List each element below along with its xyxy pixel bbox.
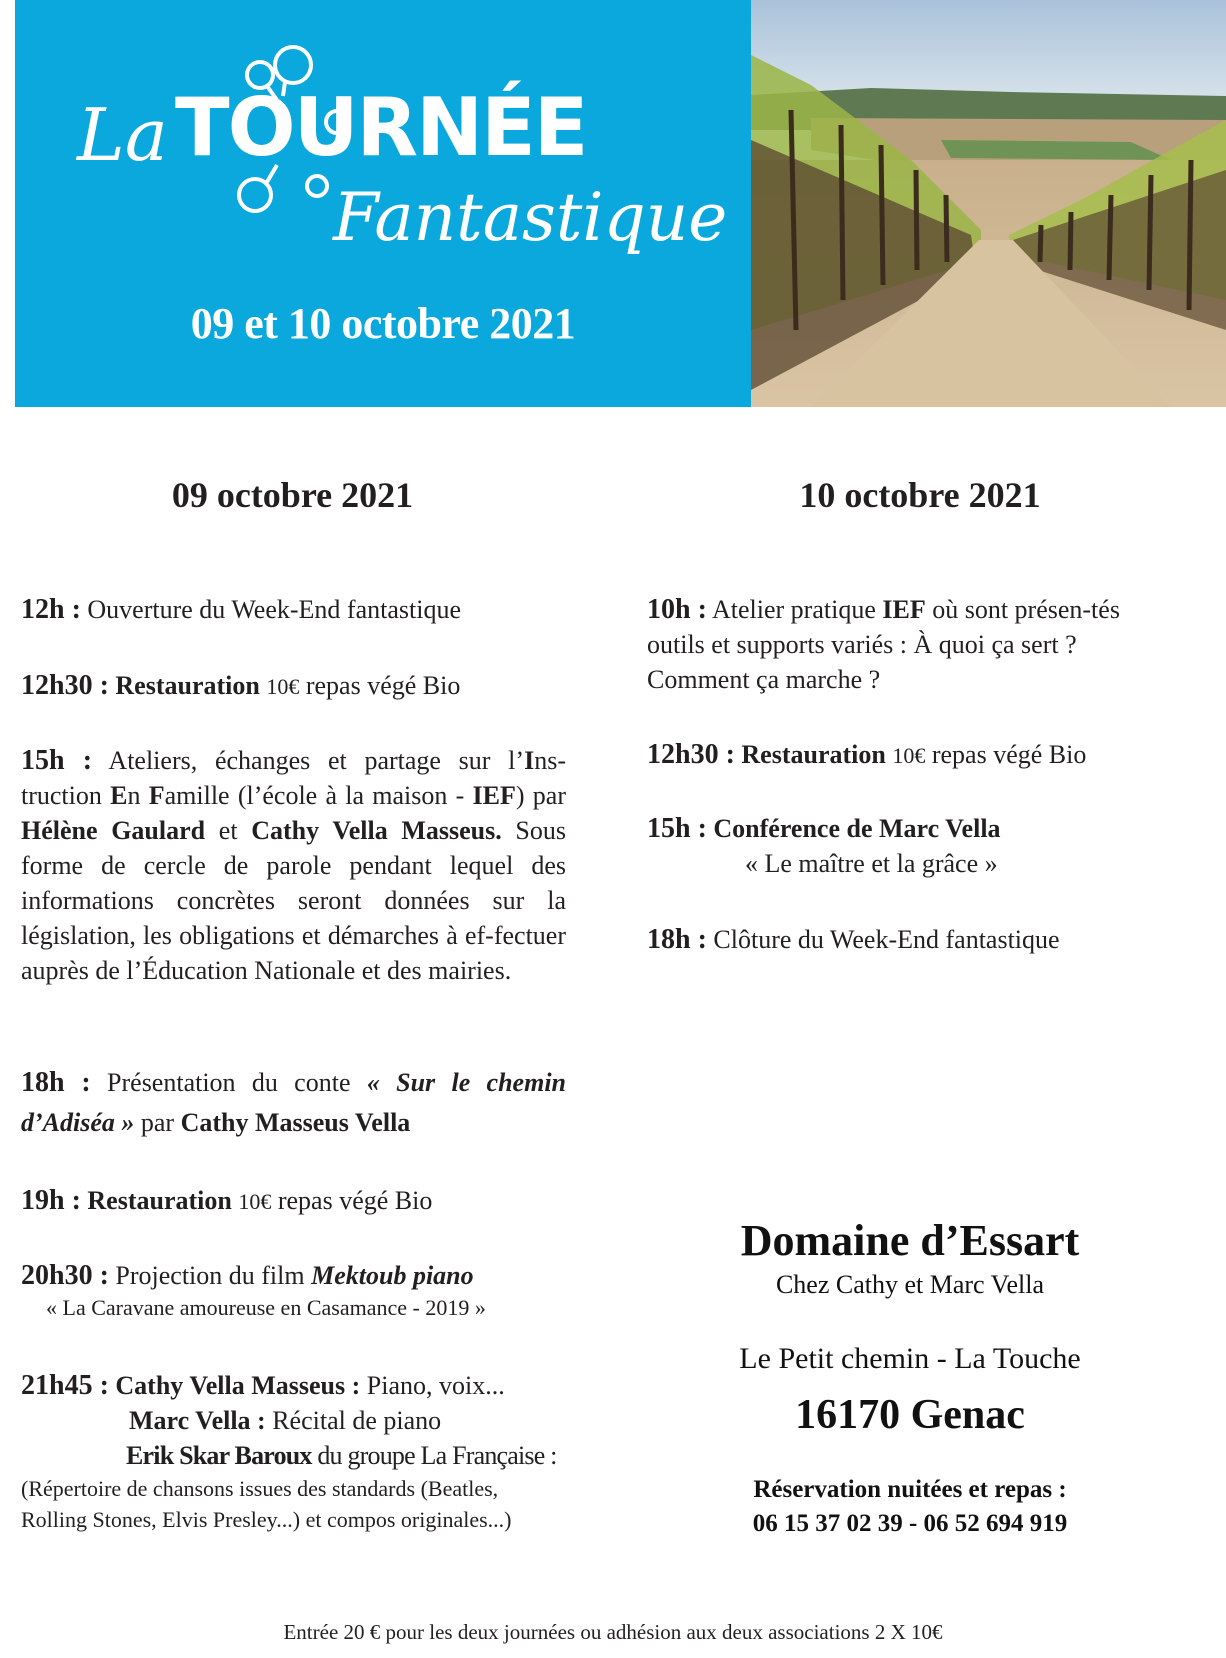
conference-subtitle: « Le maître et la grâce » — [745, 849, 998, 878]
reservation-label: Réservation nuitées et repas : — [753, 1476, 1067, 1503]
performer-line — [21, 1403, 566, 1438]
venue-city: 16170 Genac — [795, 1392, 1025, 1438]
entry-time: 18h : — [647, 924, 707, 955]
entry-bold: I — [524, 746, 535, 775]
entry-bold: IEF — [472, 781, 516, 810]
vineyard-photo — [751, 0, 1226, 407]
entry-time: 12h30 : — [647, 739, 735, 770]
entry-text: Projection du film — [115, 1261, 305, 1290]
story-title: « Sur le chemin d’Adiséa » — [21, 1068, 566, 1137]
event-dates: 09 et 10 octobre 2021 — [190, 299, 576, 348]
logo-fantastique-script: Fantastique — [333, 179, 728, 256]
schedule-entry — [21, 1258, 566, 1323]
schedule-entry — [21, 668, 566, 704]
day1-heading: 09 octobre 2021 — [171, 475, 414, 515]
entry-time: 18h : — [21, 1067, 91, 1098]
schedule-entry — [21, 743, 566, 988]
bubble-icon — [239, 179, 271, 211]
entry-text: ) par — [515, 781, 566, 810]
entry-bold: Restauration — [115, 671, 260, 700]
entry-time: 15h : — [647, 813, 707, 844]
venue-street: Le Petit chemin - La Touche — [739, 1342, 1081, 1375]
entry-text: ns-truction — [21, 746, 566, 810]
film-subtitle: « La Caravane amoureuse en Casamance - 2019 » — [46, 1295, 486, 1320]
schedule-entry — [647, 811, 1177, 881]
entry-bold: IEF — [882, 595, 926, 624]
entry-bold: Restauration — [87, 1186, 232, 1215]
performer-role: du groupe La Française : — [317, 1441, 557, 1470]
performer-line — [21, 1438, 566, 1473]
entry-bold: Cathy Vella Masseus. — [251, 816, 502, 845]
entry-text: par — [140, 1108, 175, 1137]
schedule-entry — [647, 922, 1177, 957]
entry-bold: Hélène Gaulard — [21, 816, 206, 845]
entry-text: Ouverture du Week-End fantastique — [87, 595, 461, 624]
entry-bold: Conférence de Marc Vella — [713, 814, 1001, 843]
entry-time: 20h30 : — [21, 1260, 109, 1291]
entry-text: et — [205, 816, 252, 845]
performer-name: Cathy Vella Masseus : — [115, 1371, 361, 1400]
entry-time: 12h : — [21, 594, 81, 625]
schedule-entry — [21, 1368, 566, 1535]
entry-price: 10€ — [238, 1189, 272, 1214]
venue-host: Chez Cathy et Marc Vella — [775, 1270, 1045, 1299]
logo-tournee: TOURNÉE — [175, 81, 587, 174]
entry-text: Présentation du conte — [107, 1068, 351, 1097]
entry-price: 10€ — [266, 674, 300, 699]
entry-person: Cathy Masseus Vella — [180, 1108, 411, 1137]
bubble-icon — [275, 47, 311, 83]
entry-text: repas végé Bio — [931, 740, 1087, 769]
entry-text: repas végé Bio — [305, 671, 461, 700]
title-banner — [15, 0, 751, 407]
film-title: Mektoub piano — [311, 1261, 474, 1290]
entry-bold: E — [110, 781, 128, 810]
performer-role: Récital de piano — [272, 1406, 442, 1435]
schedule-entry — [647, 737, 1177, 773]
entry-text: Ateliers, échanges et partage sur l’ — [108, 746, 525, 775]
entry-price-footer: Entrée 20 € pour les deux journées ou adhésion aux deux associations 2 X 10€ — [283, 1620, 943, 1644]
bubble-icon — [307, 176, 327, 196]
logo-la-script: La — [77, 93, 168, 177]
schedule-entry — [21, 1063, 566, 1143]
performer-role: Piano, voix... — [366, 1371, 505, 1400]
entry-time: 19h : — [21, 1185, 81, 1216]
entry-time: 15h : — [21, 745, 93, 776]
entry-text: Clôture du Week-End fantastique — [713, 925, 1060, 954]
entry-text: amille (l’école à la maison - — [164, 781, 473, 810]
schedule-entry — [21, 592, 566, 627]
schedule-entry — [647, 592, 1177, 697]
entry-time: 21h45 : — [21, 1370, 109, 1401]
day2-heading: 10 octobre 2021 — [799, 475, 1041, 515]
entry-bold: Restauration — [741, 740, 886, 769]
entry-bold: F — [148, 781, 165, 810]
entry-text: Atelier pratique — [711, 595, 876, 624]
entry-text: où sont présen-tés outils et supports variés : À quoi ça sert ? Comment ça marche ? — [647, 595, 1120, 694]
entry-time: 10h : — [647, 594, 707, 625]
entry-text: Sous forme de cercle de parole pendant lequel des informations concrètes seront données sur la législation, les obligations et démarches à ef-fectuer auprès de l’Éducation Nationale et des mairies. — [21, 816, 567, 985]
repertoire-note: (Répertoire de chansons issues des standards (Beatles, Rolling Stones, Elvis Presley...) et compos originales...) — [21, 1476, 512, 1532]
entry-price: 10€ — [892, 743, 926, 768]
entry-text: n — [127, 781, 149, 810]
entry-time: 12h30 : — [21, 670, 109, 701]
performer-name: Marc Vella : — [129, 1406, 266, 1435]
venue-name: Domaine d’Essart — [740, 1216, 1080, 1265]
schedule-entry — [21, 1183, 566, 1219]
reservation-phones: 06 15 37 02 39 - 06 52 694 919 — [752, 1510, 1068, 1537]
performer-name: Erik Skar Baroux — [126, 1441, 312, 1470]
entry-text: repas végé Bio — [277, 1186, 433, 1215]
